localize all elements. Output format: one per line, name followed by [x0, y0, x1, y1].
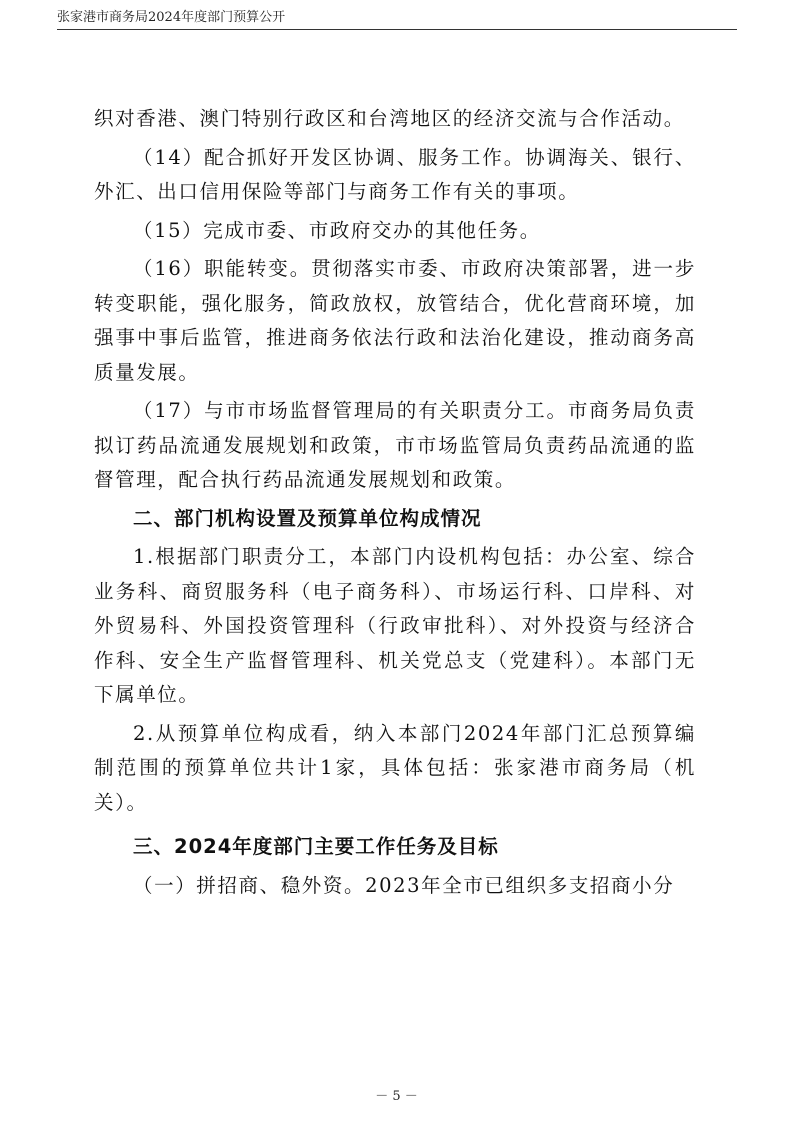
paragraph-item-14: （14）配合抓好开发区协调、服务工作。协调海关、银行、外汇、出口信用保险等部门与商务工作有关的事项。 — [94, 145, 696, 203]
paragraph-item-15: （15）完成市委、市政府交办的其他任务。 — [133, 218, 541, 242]
page-number: － 5 － — [375, 1089, 418, 1104]
paragraph-budget-units: 2.从预算单位构成看，纳入本部门2024年部门汇总预算编制范围的预算单位共计1家，具体包括：张家港市商务局（机关）。 — [94, 721, 696, 814]
paragraph-internal-structure: 1.根据部门职责分工，本部门内设机构包括：办公室、综合业务科、商贸服务科（电子商务科）、市场运行科、口岸科、对外贸易科、外国投资管理科（行政审批科）、对外投资与经济合作科、安全生产监督管理科、机关党总支（党建科）。本部门无下属单位。 — [94, 545, 696, 706]
header-divider — [57, 29, 737, 30]
section-heading-3: 三、2024年度部门主要工作任务及目标 — [133, 835, 499, 858]
paragraph-task-1: （一）拼招商、稳外资。2023年全市已组织多支招商小分 — [133, 873, 675, 897]
paragraph-item-17: （17）与市市场监督管理局的有关职责分工。市商务局负责拟订药品流通发展规划和政策，市市场监管局负责药品流通的监督管理，配合执行药品流通发展规划和政策。 — [94, 399, 696, 491]
running-header: 张家港市商务局2024年度部门预算公开 — [57, 10, 286, 25]
document-body — [94, 102, 696, 903]
section-heading-2: 二、部门机构设置及预算单位构成情况 — [133, 506, 482, 530]
paragraph-continued: 织对香港、澳门特别行政区和台湾地区的经济交流与合作活动。 — [94, 107, 685, 130]
paragraph-item-16: （16）职能转变。贯彻落实市委、市政府决策部署，进一步转变职能，强化服务，简政放权，放管结合，优化营商环境，加强事中事后监管，推进商务依法行政和法治化建设，推动商务高质量发展。 — [94, 257, 696, 384]
